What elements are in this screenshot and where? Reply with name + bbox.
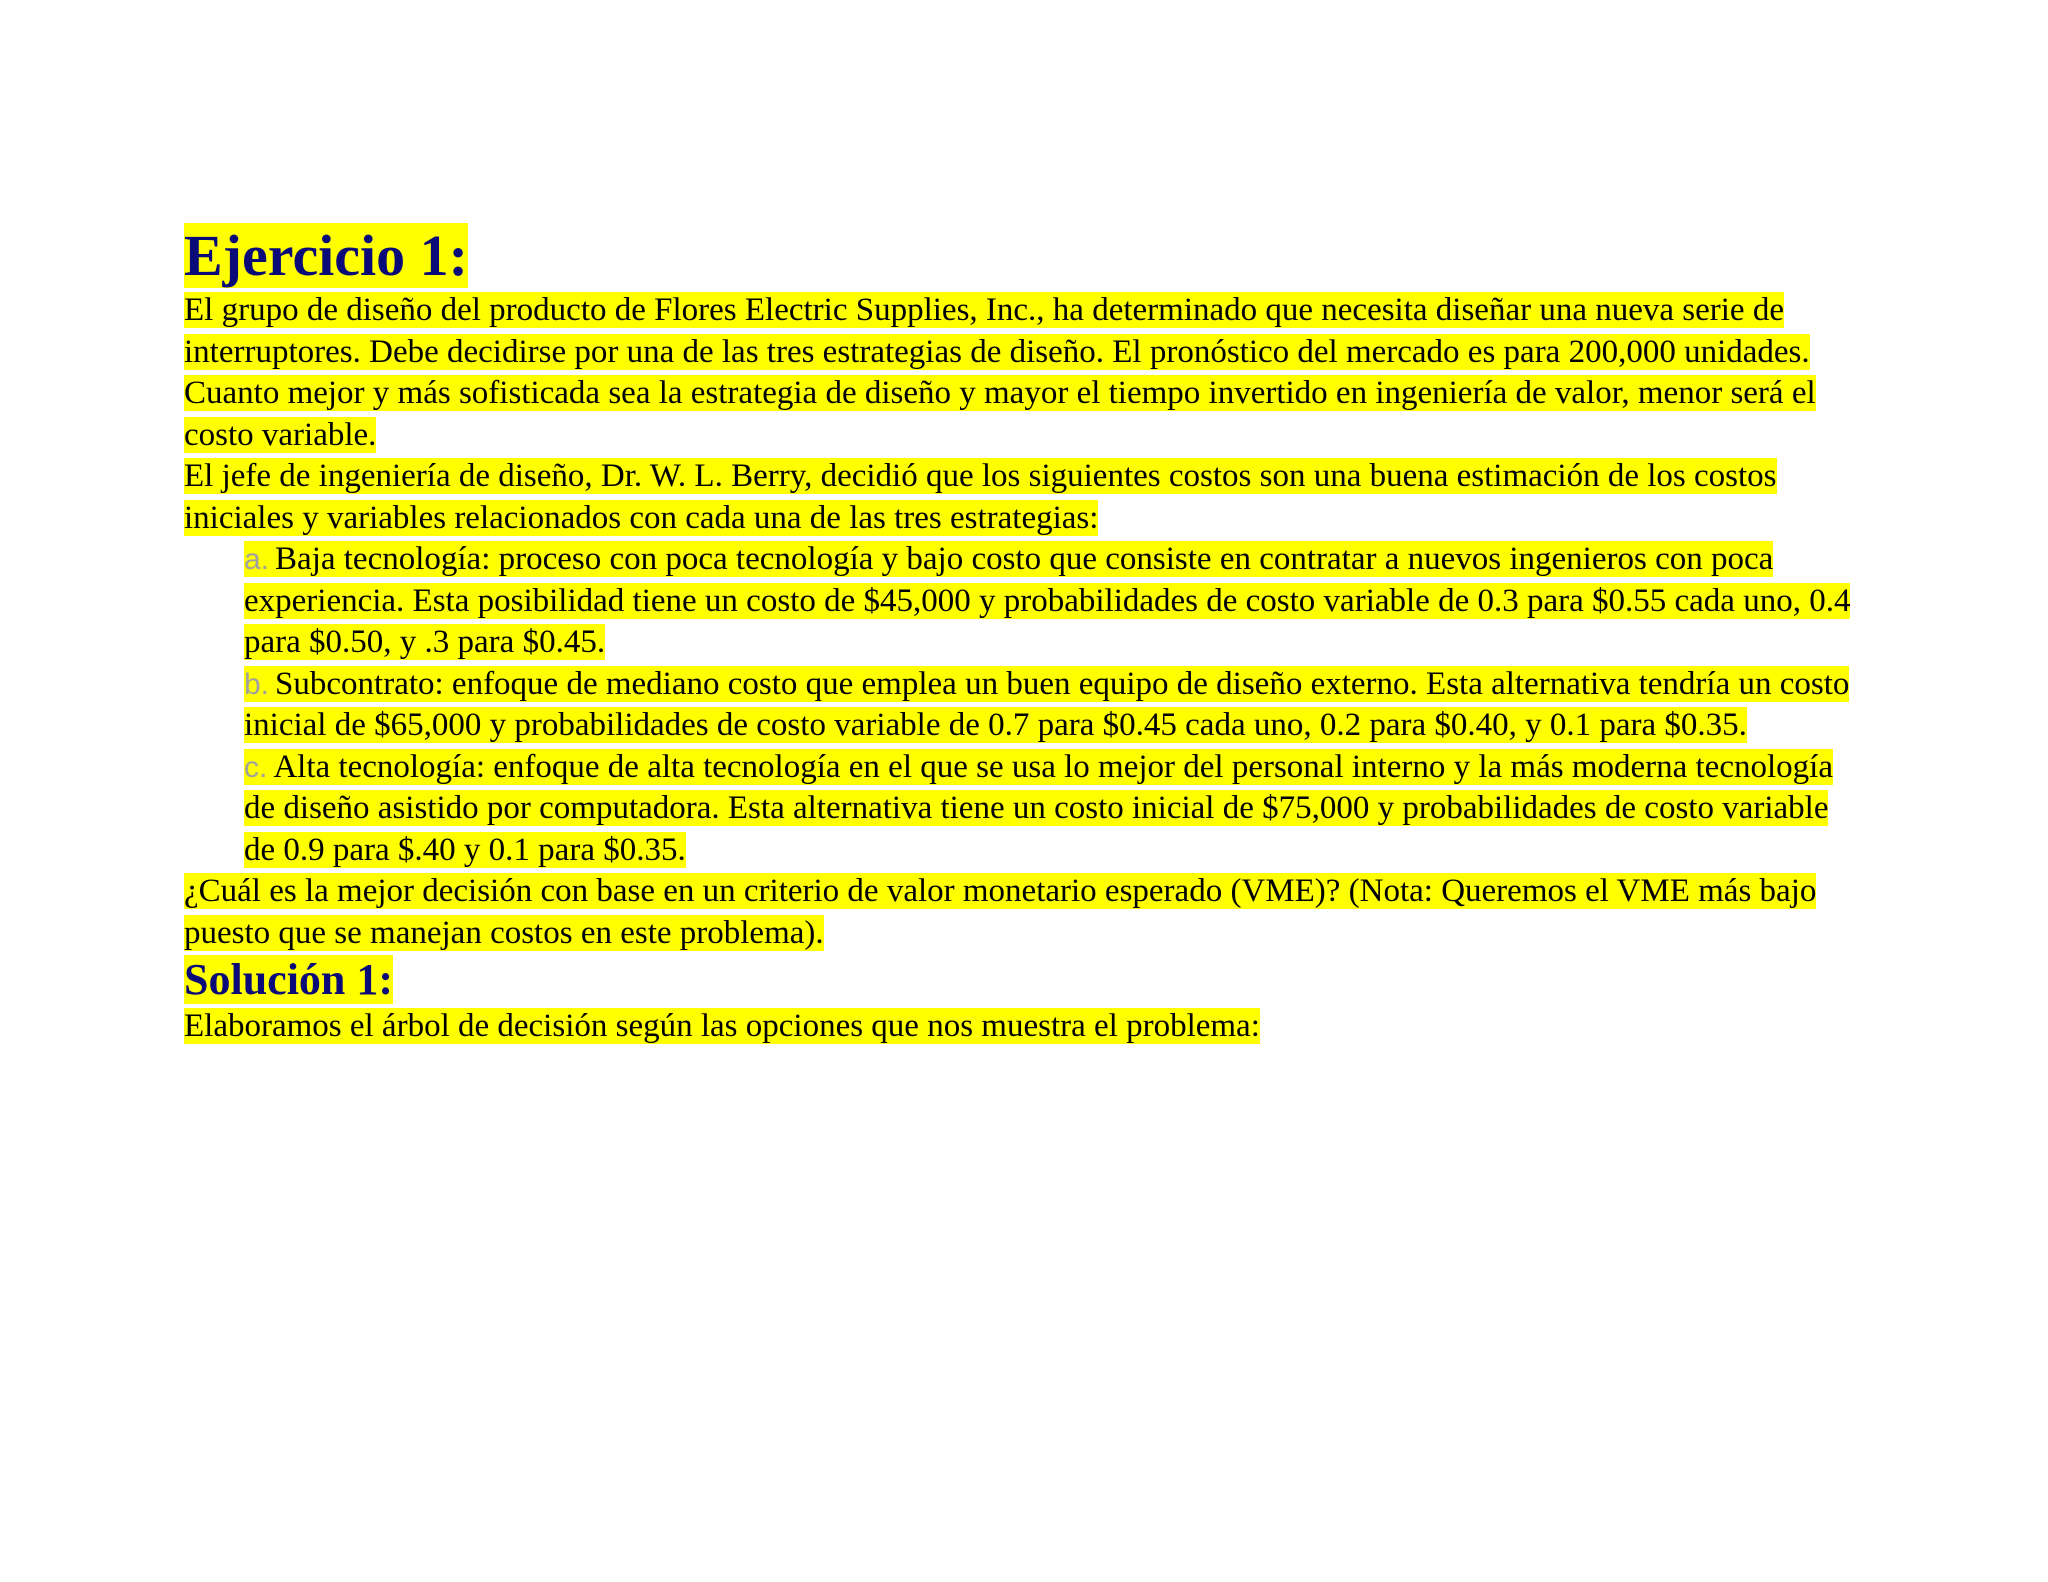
exercise-title-text: Ejercicio 1: — [184, 223, 468, 288]
intro-paragraph-1 — [184, 290, 1860, 456]
strategy-item-b — [184, 664, 1860, 747]
list-marker: c. — [244, 750, 268, 784]
intro-paragraph-1-text: El grupo de diseño del producto de Flores Electric Supplies, Inc., ha determinado que necesita diseñar una nueva serie de interruptores. Debe decidirse por una de las tres estrategias de diseño. El pronóstico del mercado es para 200,000 unidades. Cuanto mejor y más sofisticada sea la estrategia de diseño y mayor el tiempo invertido en ingeniería de valor, menor será el costo variable. — [184, 292, 1816, 453]
solution-title — [184, 954, 1860, 1006]
strategy-item-c — [184, 747, 1860, 872]
strategy-list — [184, 539, 1860, 871]
intro-paragraph-2-text: El jefe de ingeniería de diseño, Dr. W. L. Berry, decidió que los siguientes costos son una buena estimación de los costos iniciales y variables relacionados con cada una de las tres estrategias: — [184, 458, 1777, 536]
intro-paragraph-2 — [184, 456, 1860, 539]
strategy-text: Baja tecnología: proceso con poca tecnología y bajo costo que consiste en contratar a nuevos ingenieros con poca experiencia. Esta posibilidad tiene un costo de $45,000 y probabilidades de costo variable de 0.3 para $0.55 cada uno, 0.4 para $0.50, y .3 para $0.45. — [244, 541, 1851, 660]
solution-paragraph — [184, 1006, 1860, 1048]
solution-text: Elaboramos el árbol de decisión según las opciones que nos muestra el problema: — [184, 1008, 1260, 1044]
question-text: ¿Cuál es la mejor decisión con base en un criterio de valor monetario esperado (VME)? (Nota: Queremos el VME más bajo puesto que se manejan costos en este problema). — [184, 873, 1817, 951]
strategy-text: Alta tecnología: enfoque de alta tecnología en el que se usa lo mejor del personal interno y la más moderna tecnología de diseño asistido por computadora. Esta alternativa tiene un costo inicial de $75,000 y probabilidades de costo variable de 0.9 para $.40 y 0.1 para $0.35. — [244, 748, 1833, 868]
question-paragraph — [184, 871, 1860, 954]
solution-title-text: Solución 1: — [184, 955, 394, 1004]
list-marker: a. — [244, 543, 270, 576]
list-marker: b. — [244, 667, 270, 701]
exercise-title — [184, 222, 1860, 290]
document-content — [184, 222, 1860, 1048]
strategy-item-a — [184, 539, 1860, 664]
strategy-text: Subcontrato: enfoque de mediano costo que emplea un buen equipo de diseño externo. Esta alternativa tendría un costo inicial de $65,000 y probabilidades de costo variable de 0.7 para $0.45 cada uno, 0.2 para $0.40, y 0.1 para $0.35. — [244, 665, 1850, 743]
